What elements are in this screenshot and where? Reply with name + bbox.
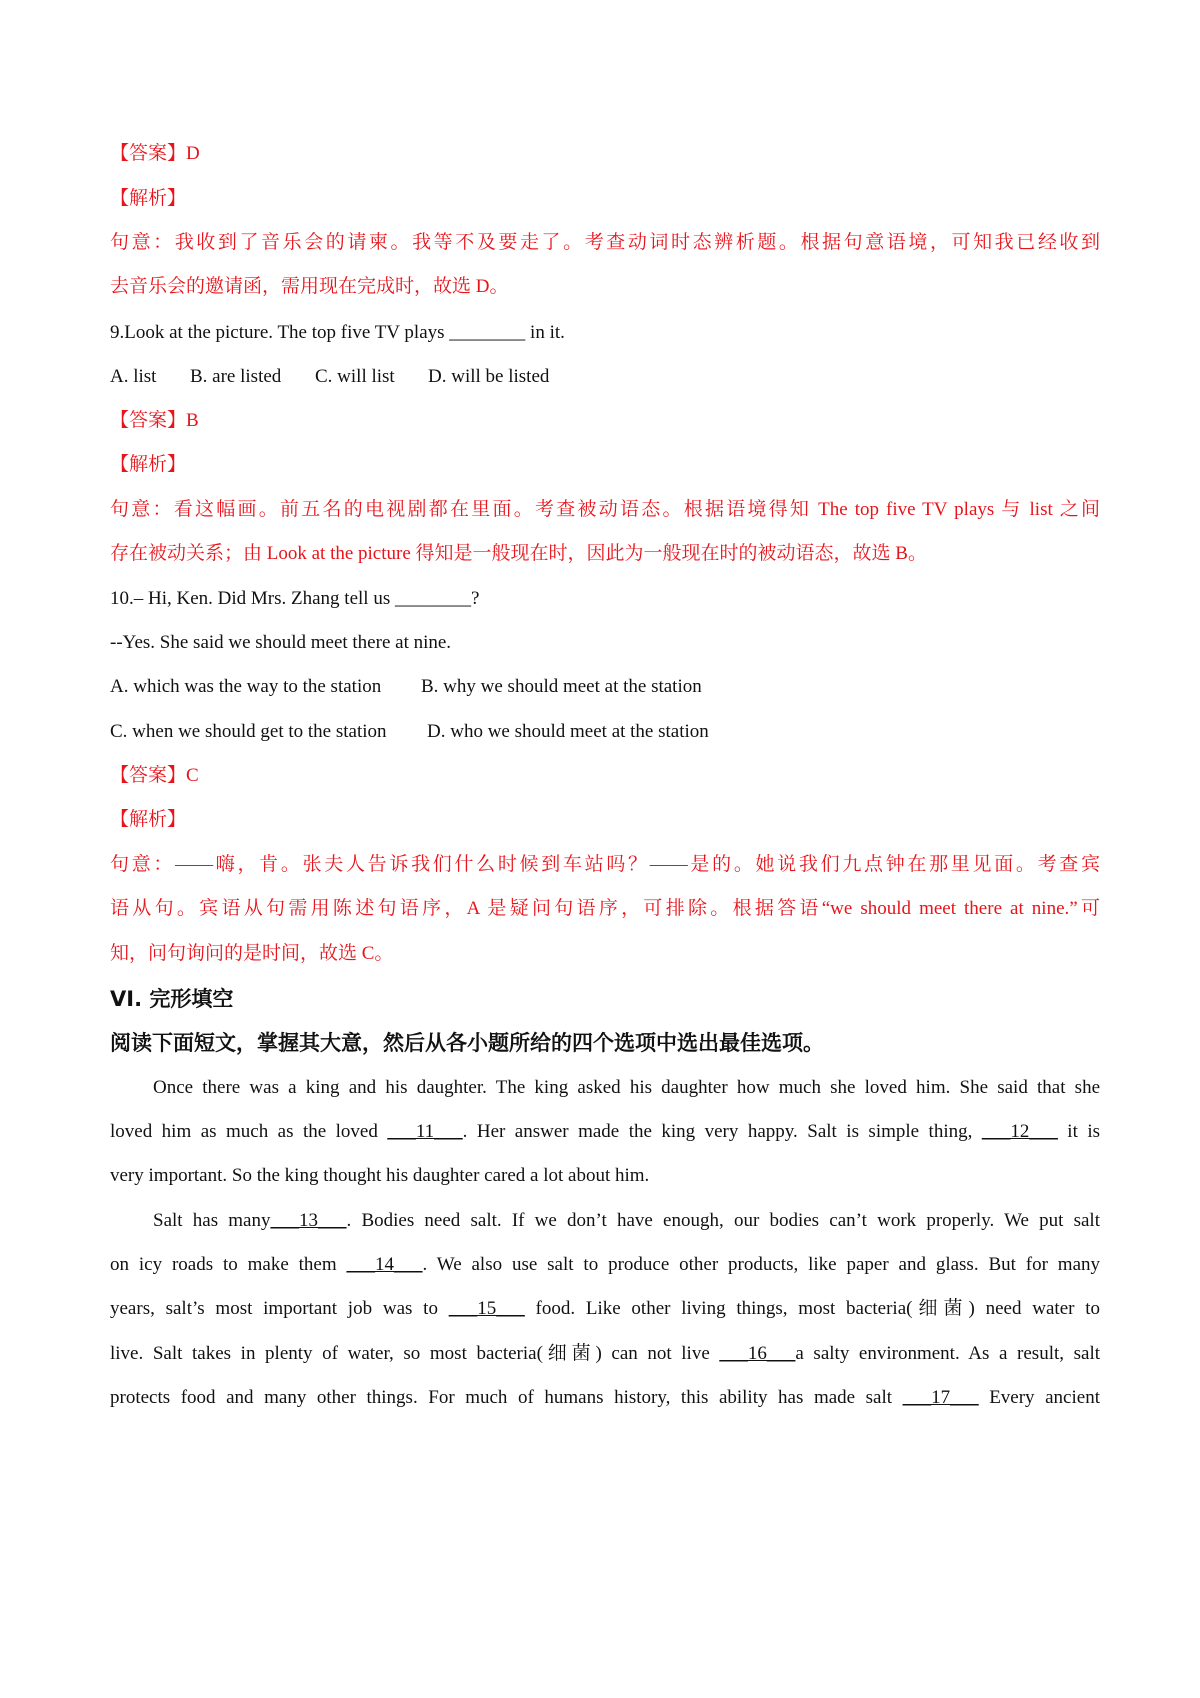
q8-analysis-label: 【解析】 bbox=[110, 188, 187, 209]
q9-analysis-label: 【解析】 bbox=[110, 454, 187, 475]
passage-line-2 bbox=[110, 1119, 1100, 1145]
section-title: VI. 完形填空 bbox=[110, 987, 234, 1011]
q10-stem: 10.– Hi, Ken. Did Mrs. Zhang tell us ________? bbox=[110, 588, 480, 609]
passage-text: a salty environment. As a result, salt bbox=[795, 1343, 1100, 1364]
section-instruction: 阅读下面短文，掌握其大意，然后从各小题所给的四个选项中选出最佳选项。 bbox=[110, 1031, 824, 1055]
q9-option-d: D. will be listed bbox=[428, 366, 550, 387]
q10-option-a: A. which was the way to the station bbox=[110, 676, 382, 697]
q10-reply: --Yes. She said we should meet there at nine. bbox=[110, 632, 452, 653]
q10-analysis-line-1: 句意：——嗨，肯。张夫人告诉我们什么时候到车站吗？——是的。她说我们九点钟在那里见面。考查宾 bbox=[110, 854, 1100, 875]
blank-17: ___17___ bbox=[902, 1387, 979, 1408]
passage-text: food. Like other living things, most bacteria(细菌) need water to bbox=[524, 1298, 1100, 1319]
passage-text: . Her answer made the king very happy. Salt is simple thing, bbox=[462, 1121, 982, 1142]
passage-line-4 bbox=[110, 1208, 1100, 1234]
q10-option-b: B. why we should meet at the station bbox=[421, 676, 702, 697]
q10-options-row-1 bbox=[110, 674, 1100, 700]
passage-text: live. Salt takes in plenty of water, so most bacteria(细菌) can not live bbox=[110, 1343, 720, 1364]
q10-options-row-2 bbox=[110, 719, 1100, 745]
q10-option-d: D. who we should meet at the station bbox=[427, 721, 709, 742]
passage-text: . Bodies need salt. If we don’t have enough, our bodies can’t work properly. We put salt bbox=[346, 1210, 1100, 1231]
q10-answer: 【答案】C bbox=[110, 765, 199, 786]
q9-options bbox=[110, 364, 1100, 390]
q9-analysis-line-2: 存在被动关系；由 Look at the picture 得知是一般现在时，因此为一般现在时的被动语态，故选 B。 bbox=[110, 543, 927, 564]
passage-text: Every ancient bbox=[978, 1387, 1100, 1408]
q8-analysis-line-1: 句意：我收到了音乐会的请柬。我等不及要走了。考查动词时态辨析题。根据句意语境，可知我已经收到 bbox=[110, 232, 1100, 253]
q9-option-a: A. list bbox=[110, 366, 157, 387]
passage-text: years, salt’s most important job was to bbox=[110, 1298, 449, 1319]
q9-stem: 9.Look at the picture. The top five TV plays ________ in it. bbox=[110, 322, 565, 343]
q10-analysis-line-2: 语从句。宾语从句需用陈述句语序，A 是疑问句语序，可排除。根据答语“we should meet there at nine.”可 bbox=[110, 898, 1100, 919]
q9-option-c: C. will list bbox=[315, 366, 395, 387]
blank-15: ___15___ bbox=[448, 1298, 525, 1319]
blank-11: ___11___ bbox=[387, 1121, 463, 1142]
passage-line-1: Once there was a king and his daughter. The king asked his daughter how much she loved him. She said that she bbox=[153, 1077, 1100, 1098]
passage-text: loved him as much as the loved bbox=[110, 1121, 388, 1142]
q10-analysis-line-3: 知，问句询问的是时间，故选 C。 bbox=[110, 943, 394, 964]
passage-line-3: very important. So the king thought his daughter cared a lot about him. bbox=[110, 1165, 650, 1186]
passage-line-6 bbox=[110, 1296, 1100, 1322]
passage-text: protects food and many other things. For much of humans history, this ability has made salt bbox=[110, 1387, 903, 1408]
q10-option-c: C. when we should get to the station bbox=[110, 721, 387, 742]
passage-text: on icy roads to make them bbox=[110, 1254, 347, 1275]
q10-analysis-label: 【解析】 bbox=[110, 809, 187, 830]
passage-text: Salt has many bbox=[153, 1210, 271, 1231]
q9-answer: 【答案】B bbox=[110, 410, 199, 431]
q8-answer: 【答案】D bbox=[110, 143, 200, 164]
blank-12: ___12___ bbox=[981, 1121, 1058, 1142]
passage-line-8 bbox=[110, 1385, 1100, 1411]
q8-analysis-line-2: 去音乐会的邀请函，需用现在完成时，故选 D。 bbox=[110, 276, 509, 297]
passage-line-7 bbox=[110, 1341, 1100, 1367]
blank-16: ___16___ bbox=[719, 1343, 796, 1364]
passage-line-5 bbox=[110, 1252, 1100, 1278]
passage-text: it is bbox=[1057, 1121, 1101, 1142]
q9-option-b: B. are listed bbox=[190, 366, 282, 387]
blank-13: ___13___ bbox=[270, 1210, 347, 1231]
blank-14: ___14___ bbox=[346, 1254, 423, 1275]
passage-text: . We also use salt to produce other products, like paper and glass. But for many bbox=[422, 1254, 1100, 1275]
q9-analysis-line-1: 句意：看这幅画。前五名的电视剧都在里面。考查被动语态。根据语境得知 The top five TV plays 与 list 之间 bbox=[110, 499, 1100, 520]
